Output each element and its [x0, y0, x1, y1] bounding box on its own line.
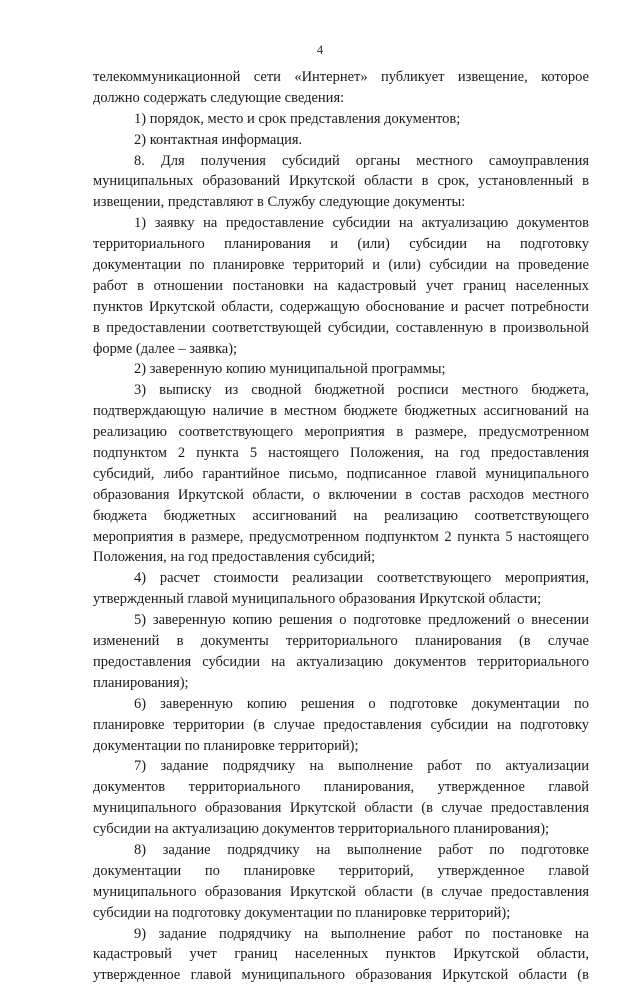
text-line: документации по планировке территорий и (или) субсидии на проведение	[93, 257, 589, 274]
document-body	[93, 67, 589, 986]
text-line: 4) расчет стоимости реализации соответствующего мероприятия,	[134, 570, 589, 587]
text-line: документов территориального планирования, утвержденное главой	[93, 779, 589, 796]
text-line: планирования);	[93, 674, 189, 691]
text-line: 9) задание подрядчику на выполнение работ по постановке на	[134, 925, 589, 942]
text-line: утвержденное главой муниципального образования Иркутской области (в	[93, 967, 589, 984]
text-line: 8) задание подрядчику на выполнение работ по подготовке	[134, 841, 589, 858]
text-line: Положения, на год предоставления субсидий;	[93, 549, 376, 566]
text-line: бюджета бюджетных ассигнований на реализацию соответствующего	[93, 507, 589, 524]
text-line: пунктов Иркутской области, содержащую обоснование и расчет потребности	[93, 298, 589, 315]
text-line: форме (далее – заявка);	[93, 340, 238, 357]
text-line: субсидии на подготовку документации по планировке территорий);	[93, 904, 511, 921]
text-line: 6) заверенную копию решения о подготовке документации по	[134, 695, 589, 712]
text-line: подпунктом 2 пункта 5 настоящего Положения, на год предоставления	[93, 445, 589, 462]
text-line: территориального планирования и (или) субсидии на подготовку	[93, 236, 589, 253]
text-line: утвержденный главой муниципального образования Иркутской области;	[93, 591, 542, 608]
text-line: 2) контактная информация.	[134, 131, 303, 148]
text-line: 3) выписку из сводной бюджетной росписи местного бюджета,	[134, 382, 589, 399]
text-line: муниципальных образований Иркутской области в срок, установленный в	[93, 173, 589, 190]
text-line: субсидии на актуализацию документов территориального планирования);	[93, 821, 550, 838]
text-line: планировке территории (в случае предоставления субсидии на подготовку	[93, 716, 589, 733]
text-line: в предоставлении соответствующей субсидии, составленную в произвольной	[93, 319, 589, 336]
text-line: образования Иркутской области, о включении в состав расходов местного	[93, 486, 589, 503]
text-line: извещении, представляют в Службу следующие документы:	[93, 194, 466, 211]
text-line: работ в отношении постановки на кадастровый учет границ населенных	[93, 277, 589, 294]
text-line: 1) порядок, место и срок представления документов;	[134, 110, 461, 127]
text-line: должно содержать следующие сведения:	[93, 89, 345, 106]
text-line: документации по планировке территорий);	[93, 737, 359, 754]
text-line: муниципального образования Иркутской области (в случае предоставления	[93, 800, 589, 817]
text-line: реализацию соответствующего мероприятия в размере, предусмотренном	[93, 424, 589, 441]
text-line: 2) заверенную копию муниципальной программы;	[134, 361, 446, 378]
text-line: 5) заверенную копию решения о подготовке предложений о внесении	[134, 612, 589, 629]
text-line: изменений в документы территориального планирования (в случае	[93, 633, 589, 650]
text-line: муниципального образования Иркутской области (в случае предоставления	[93, 883, 589, 900]
text-line: телекоммуникационной сети «Интернет» публикует извещение, которое	[93, 69, 589, 85]
text-line: субсидий, либо гарантийное письмо, подписанное главой муниципального	[93, 465, 589, 482]
text-line: 1) заявку на предоставление субсидии на актуализацию документов	[134, 215, 589, 232]
text-line: подтверждающую наличие в местном бюджете бюджетных ассигнований на	[93, 403, 589, 420]
text-line: мероприятия в размере, предусмотренном подпунктом 2 пункта 5 настоящего	[93, 528, 589, 545]
page-number: 4	[316, 42, 324, 57]
text-line: 7) задание подрядчику на выполнение работ по актуализации	[134, 758, 589, 775]
text-line: 8. Для получения субсидий органы местного самоуправления	[134, 152, 589, 169]
text-line: предоставления субсидии на актуализацию документов территориального	[93, 653, 589, 670]
text-line: кадастровый учет границ населенных пунктов Иркутской области,	[93, 946, 589, 963]
text-line: документации по планировке территорий, утвержденное главой	[93, 862, 589, 879]
